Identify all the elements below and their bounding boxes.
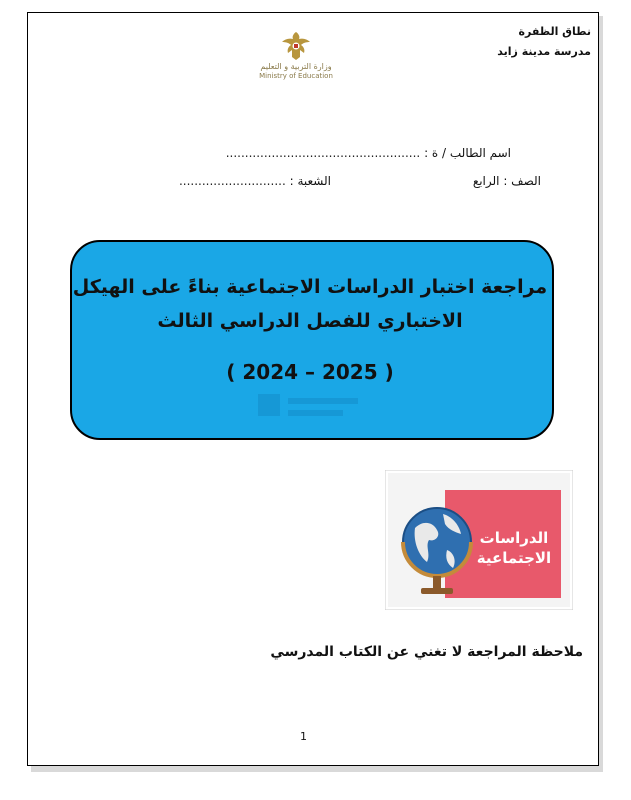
student-name-row xyxy=(226,146,511,160)
school-label: مدرسة مدينة زايد xyxy=(497,45,591,58)
book-title-line-1: الدراسات xyxy=(479,529,549,547)
section-row xyxy=(179,174,331,188)
ministry-name-en: Ministry of Education xyxy=(259,72,333,80)
watermark-icon xyxy=(250,388,370,428)
book-title xyxy=(469,528,559,568)
student-name-label: اسم الطالب / ة : xyxy=(424,146,511,160)
review-note: ملاحظة المراجعة لا تغني عن الكتاب المدرسي xyxy=(270,644,583,660)
title-line-2: الاختباري للفصل الدراسي الثالث xyxy=(157,310,463,332)
student-name-blank[interactable]: ................................................... xyxy=(225,146,421,160)
academic-year: ( 2024 – 2025 ) xyxy=(226,360,394,384)
section-blank[interactable]: ............................ xyxy=(178,174,286,188)
title-line-1: مراجعة اختبار الدراسات الاجتماعية بناءً على الهيكل xyxy=(72,276,548,298)
zone-label: نطاق الظفرة xyxy=(518,25,591,38)
ministry-logo xyxy=(256,30,336,81)
grade-label: الصف : الرابع xyxy=(472,174,541,188)
social-studies-book-cover xyxy=(385,470,573,610)
school-header xyxy=(497,22,591,62)
review-title xyxy=(70,270,550,338)
ministry-name-ar: وزارة التربية و التعليم xyxy=(260,62,332,71)
page-number: 1 xyxy=(300,730,307,743)
book-title-line-2: الاجتماعية xyxy=(476,549,552,567)
falcon-emblem-icon xyxy=(279,30,313,62)
section-label: الشعبة : xyxy=(289,174,331,188)
